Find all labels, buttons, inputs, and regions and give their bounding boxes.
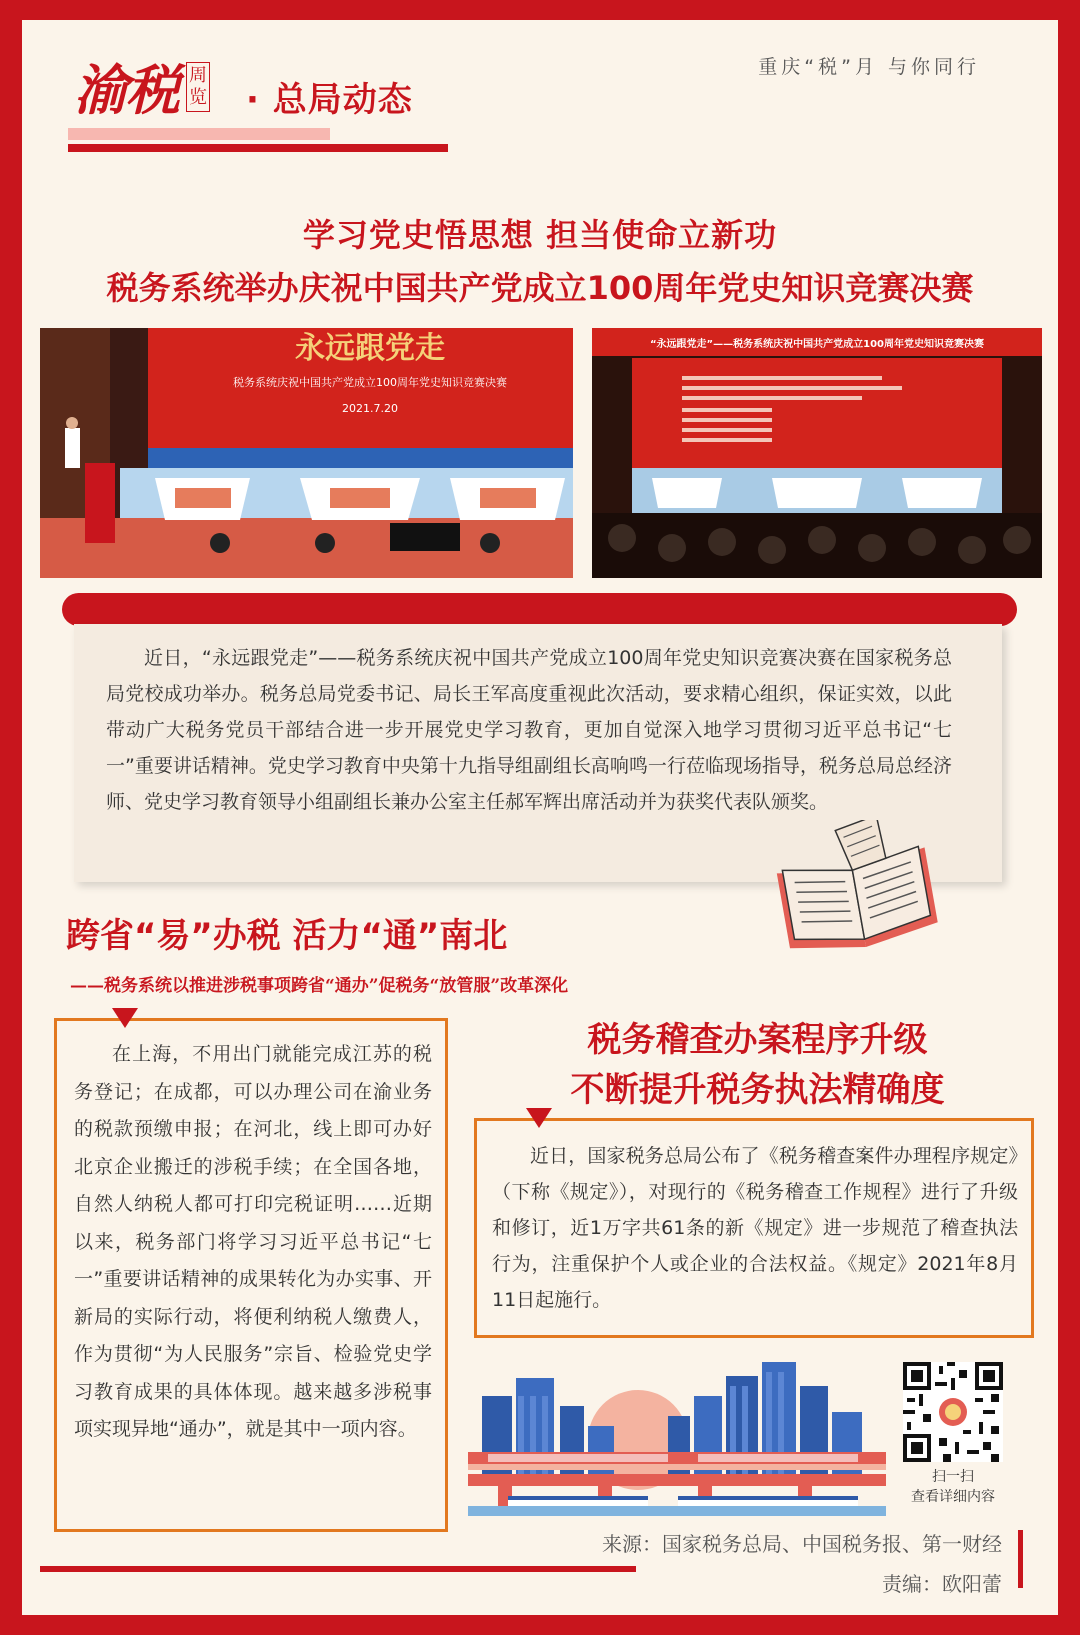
city-skyline-illustration — [468, 1356, 886, 1516]
photo1-banner-title: 永远跟党走 — [295, 331, 445, 366]
article1-title-line1: 学习党史悟思想 担当使命立新功 — [302, 216, 778, 254]
footer-divider — [40, 1566, 636, 1572]
article3-title-line1: 税务稽查办案程序升级 — [587, 1020, 928, 1060]
article3-body: 近日，国家税务总局公布了《税务稽查案件办理程序规定》（下称《规定》），对现行的《税务稽查工作规程》进行了升级和修订，近1万字共61条的新《规定》进一步规范了稽查执法行为，注重保护个人或企业的合法权益。《规定》2021年8月11日起施行。 — [492, 1145, 1018, 1311]
editor-credit: 责编：欧阳蕾 — [882, 1572, 1002, 1596]
brand-logo — [74, 48, 234, 128]
section-label: · 总局动态 — [246, 80, 413, 120]
header-divider-pink — [68, 128, 330, 140]
article1-body: 近日，“永远跟党走”——税务系统庆祝中国共产党成立100周年党史知识竞赛决赛在国家税务总局党校成功举办。税务总局党委书记、局长王军高度重视此次活动，要求精心组织，保证实效，以此带动广大税务党员干部结合进一步开展党史学习教育，更加自觉深入地学习贯彻习近平总书记“七一”重要讲话精神。党史学习教育中央第十九指导组副组长高响鸣一行莅临现场指导，税务总局总经济师、党史学习教育领导小组副组长兼办公室主任郝军辉出席活动并为获奖代表队颁奖。 — [106, 647, 952, 813]
event-photo-hall — [592, 328, 1042, 578]
article2-body: 在上海，不用出门就能完成江苏的税务登记；在成都，可以办理公司在渝业务的税款预缴申报；在河北，线上即可办好北京企业搬迁的涉税手续；在全国各地，自然人纳税人都可打印完税证明……近期以来，税务部门将学习习近平总书记“七一”重要讲话精神的成果转化为办实事、开新局的实际行动，将便利纳税人缴费人，作为贯彻“为人民服务”宗旨、检验党史学习教育成果的具体体现。越来越多涉税事项实现异地“通办”，就是其中一项内容。 — [74, 1043, 432, 1440]
photo1-banner-subtitle: 税务系统庆祝中国共产党成立100周年党史知识竞赛决赛 — [233, 376, 507, 389]
qr-caption-details: 查看详细内容 — [911, 1489, 995, 1505]
footer-accent-bar — [1018, 1530, 1023, 1588]
article3-title-line2: 不断提升税务执法精确度 — [570, 1070, 945, 1110]
header-divider-red — [68, 144, 448, 152]
article1-text-header-bar — [62, 593, 1017, 626]
photo1-date: 2021.7.20 — [342, 402, 398, 415]
triangle-marker-icon — [526, 1108, 552, 1128]
qr-code-icon[interactable] — [903, 1362, 1003, 1462]
triangle-marker-icon — [112, 1008, 138, 1028]
logo-main-text: 渝税 — [74, 58, 178, 122]
logo-sub-text: 周览 — [186, 62, 210, 112]
qr-caption-scan: 扫一扫 — [932, 1469, 974, 1485]
slogan: 重庆“税”月 与你同行 — [758, 56, 980, 78]
photo2-banner-title: “永远跟党走”——税务系统庆祝中国共产党成立100周年党史知识竞赛决赛 — [649, 339, 985, 350]
article2-title: 跨省“易”办税 活力“通”南北 — [66, 916, 508, 956]
open-book-icon — [770, 820, 940, 950]
article1-title-line2: 税务系统举办庆祝中国共产党成立100周年党史知识竞赛决赛 — [106, 269, 974, 307]
source-credit: 来源：国家税务总局、中国税务报、第一财经 — [602, 1532, 1002, 1556]
event-photo-stage — [40, 328, 573, 578]
article2-subtitle: ——税务系统以推进涉税事项跨省“通办”促税务“放管服”改革深化 — [70, 976, 569, 996]
